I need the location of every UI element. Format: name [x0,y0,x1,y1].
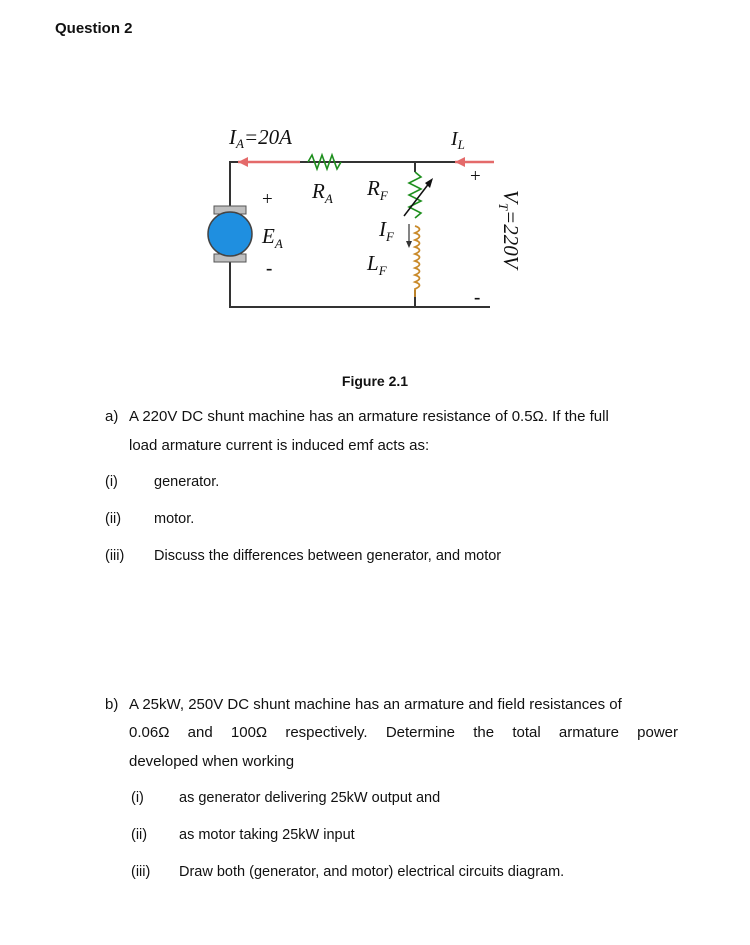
vt-plus-sign: + [470,166,481,187]
part-b-line3: developed when working [129,753,295,770]
vt-label: $V_T=220V$ [496,190,523,269]
ea-plus-sign: + [262,189,273,210]
lf-inductor-coil [415,226,420,297]
rf-variable-arrow-icon [404,178,433,216]
vt-minus-sign: - [474,287,481,308]
question-title: Question 2 [55,20,133,37]
part-b-item3-text: Draw both (generator, and motor) electrical circuits diagram. [179,864,565,880]
part-a-item2-num: (ii) [105,511,122,527]
part-a-item3-num: (iii) [105,548,125,564]
rf-label: $R_F$ [367,176,388,203]
part-b-label: b) [105,696,119,713]
part-a-item1-num: (i) [105,474,118,490]
part-b-item1-text: as generator delivering 25kW output and [179,790,441,806]
part-b-item2-text: as motor taking 25kW input [179,827,355,843]
ia-current-arrow [238,157,300,167]
part-b-line2: 0.06Ω and 100Ω respectively. Determine the total armature power [129,724,678,741]
if-label: $I_F$ [379,217,394,244]
figure-caption: Figure 2.1 [341,373,409,389]
part-a-item1-text: generator. [154,474,220,490]
ea-minus-sign: - [266,258,273,279]
part-a-item2-text: motor. [154,511,195,527]
lf-label: $L_F$ [367,251,387,278]
part-b-item3-num: (iii) [131,864,151,880]
part-b-line1: A 25kW, 250V DC shunt machine has an armature and field resistances of [129,696,622,713]
part-a-item3-text: Discuss the differences between generator, and motor [154,548,502,564]
ra-label: $R_A$ [312,179,333,206]
if-current-arrow [406,224,412,248]
part-b-item2-num: (ii) [131,827,148,843]
dc-machine-icon [208,206,252,262]
circuit-diagram [0,0,750,370]
part-a-line2: load armature current is induced emf acts as: [129,437,430,454]
ea-label: $E_A$ [262,224,283,251]
part-a-label: a) [105,408,119,425]
il-label: $I_L$ [451,128,465,152]
ia-label: IA=20A [229,125,292,151]
part-b-item1-num: (i) [131,790,144,806]
part-a-line1: A 220V DC shunt machine has an armature resistance of 0.5Ω. If the full [129,408,609,425]
